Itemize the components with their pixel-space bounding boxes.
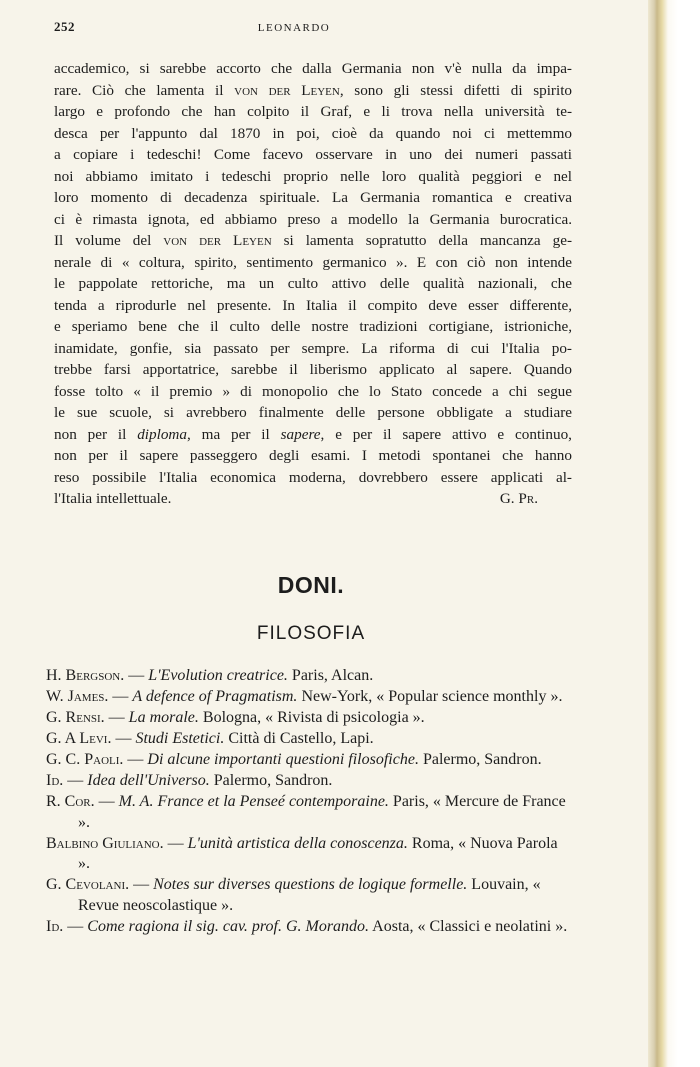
entry-publisher: Palermo, Sandron.	[418, 751, 542, 768]
text-run: ci è rimasta ignota, ed abbiamo preso a modello la Germania burocratica.	[54, 210, 572, 228]
emphasis: sapere	[280, 425, 321, 443]
author-name: von der Leyen	[234, 81, 340, 99]
entry-author: H. Bergson.	[46, 667, 125, 684]
text-run: , e per il sapere attivo e continuo,	[320, 425, 572, 443]
entry-title: Studi Estetici.	[135, 730, 225, 747]
text-line	[54, 230, 572, 252]
entry-dash: —	[63, 917, 88, 935]
emphasis: diploma	[137, 425, 187, 443]
text-line	[54, 445, 572, 467]
donations-list	[46, 666, 570, 938]
text-line	[54, 359, 572, 381]
entry-title: L'Evolution creatrice.	[148, 667, 288, 684]
entry-author: Id.	[46, 917, 64, 935]
entry-title: Di alcune importanti questioni filosofiche.	[147, 751, 419, 768]
donation-entry	[46, 729, 570, 750]
text-run: non per il	[54, 425, 138, 443]
text-run: desca per l'appunto dal 1870 in poi, cioè da quando noi ci mettemmo	[54, 124, 572, 142]
text-line	[54, 80, 572, 102]
text-run: inamidate, gonfie, sia passato per sempre. La riforma di cui l'Italia po-	[54, 339, 572, 357]
text-run: largo e profondo che han colpito il Graf, e li trova nella università te-	[54, 103, 572, 120]
donation-entry	[46, 917, 570, 938]
entry-publisher: Città di Castello, Lapi.	[224, 730, 374, 747]
text-run: tenda a riprodurle nel presente. In Italia il compito deve esser differente,	[54, 296, 572, 314]
text-run: rare. Ciò che lamenta il	[54, 81, 235, 99]
text-line	[54, 338, 572, 360]
text-run: , sono gli stessi difetti di spirito	[339, 81, 572, 99]
entry-publisher: Louvain, « Revue neoscolastique ».	[78, 876, 541, 914]
entry-author: G. C. Paoli.	[46, 751, 124, 768]
text-line	[54, 252, 572, 274]
text-run: Il volume del	[54, 232, 164, 249]
entry-dash: —	[108, 688, 133, 705]
text-run: nerale di « coltura, spirito, sentimento germanico ». E con ciò non intende	[54, 253, 572, 271]
text-run: noi abbiamo imitato i tedeschi proprio nelle loro qualità peggiori e nel	[54, 167, 572, 185]
text-run: fosse tolto « il premio » di monopolio che lo Stato concede a chi segue	[54, 382, 572, 400]
entry-dash: —	[123, 751, 148, 768]
text-run: accademico, si sarebbe accorto che dalla Germania non v'è nulla da impa-	[54, 60, 572, 77]
entry-author: Balbino Giuliano.	[46, 834, 164, 852]
book-gutter	[648, 0, 700, 1067]
page-number: 252	[54, 19, 75, 34]
donation-entry	[46, 708, 570, 729]
donation-entry	[46, 792, 570, 833]
text-run: trebbe farsi apportatrice, sarebbe il liberismo applicato al sapere. Quando	[54, 361, 572, 378]
entry-dash: —	[163, 834, 188, 852]
entry-title: La morale.	[128, 709, 199, 726]
text-line	[54, 424, 572, 446]
entry-author: W. James.	[46, 688, 109, 705]
running-title: LEONARDO	[257, 22, 331, 34]
signature: G. Pr.	[499, 490, 538, 507]
text-line	[54, 381, 572, 403]
text-line	[54, 101, 572, 123]
entry-title: A defence of Pragmatism.	[132, 688, 298, 705]
text-line	[54, 295, 572, 317]
subsection-title: FILOSOFIA	[256, 623, 366, 644]
donation-entry	[46, 687, 570, 708]
entry-dash: —	[129, 876, 154, 893]
entry-title: L'unità artistica della conoscenza.	[187, 834, 408, 852]
text-run: , ma per il	[186, 425, 281, 443]
text-line	[54, 187, 572, 209]
entry-title: Idea dell'Universo.	[87, 772, 210, 789]
entry-publisher: Aosta, « Classici e neolatini ».	[369, 917, 568, 935]
entry-publisher: Paris, « Mercure de France ».	[78, 793, 566, 831]
entry-publisher: Roma, « Nuova Parola ».	[78, 834, 558, 872]
text-line	[54, 488, 572, 510]
entry-publisher: New-York, « Popular science monthly ».	[297, 688, 563, 705]
text-line	[54, 273, 572, 295]
text-line	[54, 58, 572, 80]
text-run: si lamenta sopratutto della mancanza ge-	[271, 232, 572, 249]
entry-author: G. Rensi.	[46, 709, 105, 726]
text-run: l'Italia intellettuale.	[54, 490, 172, 507]
text-line	[54, 209, 572, 231]
donation-entry	[46, 771, 570, 792]
entry-dash: —	[63, 772, 88, 789]
entry-dash: —	[124, 667, 149, 684]
entry-dash: —	[94, 793, 119, 810]
text-line	[54, 402, 572, 424]
entry-publisher: Paris, Alcan.	[287, 667, 374, 684]
text-run: non per il sapere passeggero degli esami. I metodi spontanei che hanno	[54, 447, 572, 464]
text-run: loro momento di decadenza spirituale. La Germania romantica e creativa	[54, 189, 572, 206]
page-header	[0, 19, 648, 39]
author-name: von der Leyen	[163, 232, 272, 249]
text-line	[54, 467, 572, 489]
section-title: DONI.	[277, 572, 345, 598]
entry-publisher: Bologna, « Rivista di psicologia ».	[198, 709, 425, 726]
entry-publisher: Palermo, Sandron.	[209, 772, 333, 789]
text-line	[54, 166, 572, 188]
donation-entry	[46, 666, 570, 687]
entry-title: Come ragiona il sig. cav. prof. G. Morando.	[87, 917, 370, 935]
text-run: le sue scuole, si avrebbero finalmente delle persone obbligate a studiare	[54, 404, 572, 421]
text-run: reso possibile l'Italia economica moderna, dovrebbero essere applicati al-	[54, 468, 572, 486]
entry-dash: —	[104, 709, 129, 726]
text-run: a copiare i tedeschi! Come facevo osservare in uno dei numeri passati	[54, 146, 572, 163]
text-line	[54, 123, 572, 145]
entry-author: Id.	[46, 772, 64, 789]
entry-author: G. A Levi.	[46, 730, 112, 747]
entry-author: G. Cevolani.	[46, 876, 130, 893]
entry-dash: —	[111, 730, 136, 747]
text-run: e speriamo bene che il culto delle nostre tradizioni cortigiane, istrioniche,	[54, 318, 572, 335]
article-text	[54, 58, 572, 510]
entry-title: M. A. France et la Penseé contemporaine.	[118, 793, 389, 810]
donation-entry	[46, 875, 570, 916]
entry-title: Notes sur diverses questions de logique formelle.	[153, 876, 468, 893]
text-run: le pappolate rettoriche, ma un culto attivo delle qualità nazionali, che	[54, 275, 572, 292]
donation-entry	[46, 834, 570, 875]
entry-author: R. Cor.	[46, 793, 95, 810]
text-line	[54, 144, 572, 166]
text-line	[54, 316, 572, 338]
donation-entry	[46, 750, 570, 771]
